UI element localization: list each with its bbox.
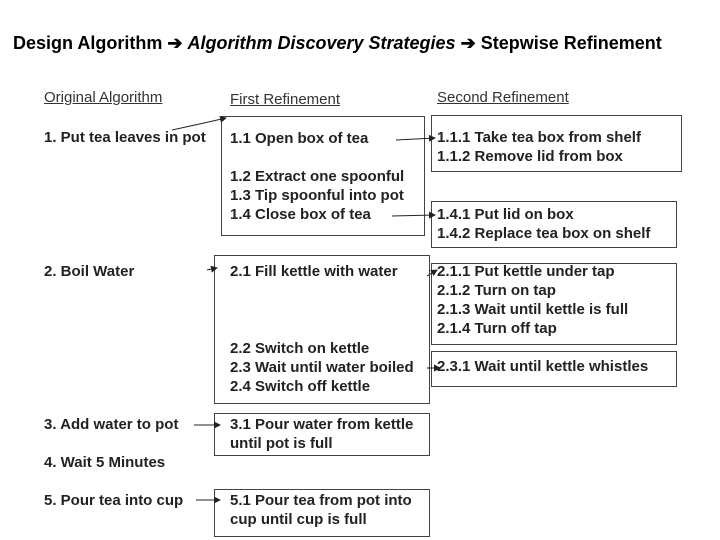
- original-step-3: 3. Add water to pot: [44, 416, 179, 433]
- arrow-1-4-to-1-4-1: [392, 215, 435, 216]
- right-arrow-icon: ➔: [167, 33, 183, 53]
- header-second-refinement: Second Refinement: [437, 89, 569, 106]
- second-step-1-1-2: 1.1.2 Remove lid from box: [437, 148, 623, 165]
- first-step-2-4: 2.4 Switch off kettle: [230, 378, 371, 395]
- title-stepwise-refinement: Stepwise Refinement: [480, 33, 662, 53]
- first-step-5-1-cont: cup until cup is full: [230, 511, 367, 528]
- second-step-1-4-1: 1.4.1 Put lid on box: [437, 206, 574, 223]
- title-discovery-strategies: Algorithm Discovery Strategies: [187, 33, 456, 53]
- first-step-1-1: 1.1 Open box of tea: [230, 130, 369, 147]
- original-step-5: 5. Pour tea into cup: [44, 492, 184, 509]
- right-arrow-icon: ➔: [460, 33, 476, 53]
- second-step-1-4-2: 1.4.2 Replace tea box on shelf: [437, 225, 651, 242]
- original-step-2: 2. Boil Water: [44, 263, 135, 280]
- arrow-step1-to-1-1: [172, 118, 226, 130]
- title-design-algorithm: Design Algorithm: [13, 33, 163, 53]
- header-first-refinement: First Refinement: [230, 91, 341, 108]
- second-step-1-1-1: 1.1.1 Take tea box from shelf: [437, 129, 641, 146]
- arrow-step2-to-2-1: [207, 268, 217, 270]
- first-step-5-1: 5.1 Pour tea from pot into: [230, 492, 412, 509]
- first-step-2-2: 2.2 Switch on kettle: [230, 340, 370, 357]
- first-step-3-1: 3.1 Pour water from kettle: [230, 416, 414, 433]
- original-step-4: 4. Wait 5 Minutes: [44, 454, 166, 471]
- second-step-2-3-1: 2.3.1 Wait until kettle whistles: [437, 358, 649, 375]
- arrow-1-1-to-1-1-1: [396, 138, 435, 140]
- first-step-2-3: 2.3 Wait until water boiled: [230, 359, 414, 376]
- second-step-2-1-2: 2.1.2 Turn on tap: [437, 282, 556, 299]
- first-step-3-1-cont: until pot is full: [230, 435, 333, 452]
- first-step-2-1: 2.1 Fill kettle with water: [230, 263, 398, 280]
- original-step-1: 1. Put tea leaves in pot: [44, 129, 206, 146]
- second-step-2-1-3: 2.1.3 Wait until kettle is full: [437, 301, 629, 318]
- header-original-algorithm: Original Algorithm: [44, 89, 163, 106]
- second-step-2-1-1: 2.1.1 Put kettle under tap: [437, 263, 615, 280]
- second-step-2-1-4: 2.1.4 Turn off tap: [437, 320, 557, 337]
- first-step-1-4: 1.4 Close box of tea: [230, 206, 371, 223]
- first-step-1-2: 1.2 Extract one spoonful: [230, 168, 405, 185]
- arrow-2-1-to-2-1-1: [427, 270, 437, 276]
- first-step-1-3: 1.3 Tip spoonful into pot: [230, 187, 404, 204]
